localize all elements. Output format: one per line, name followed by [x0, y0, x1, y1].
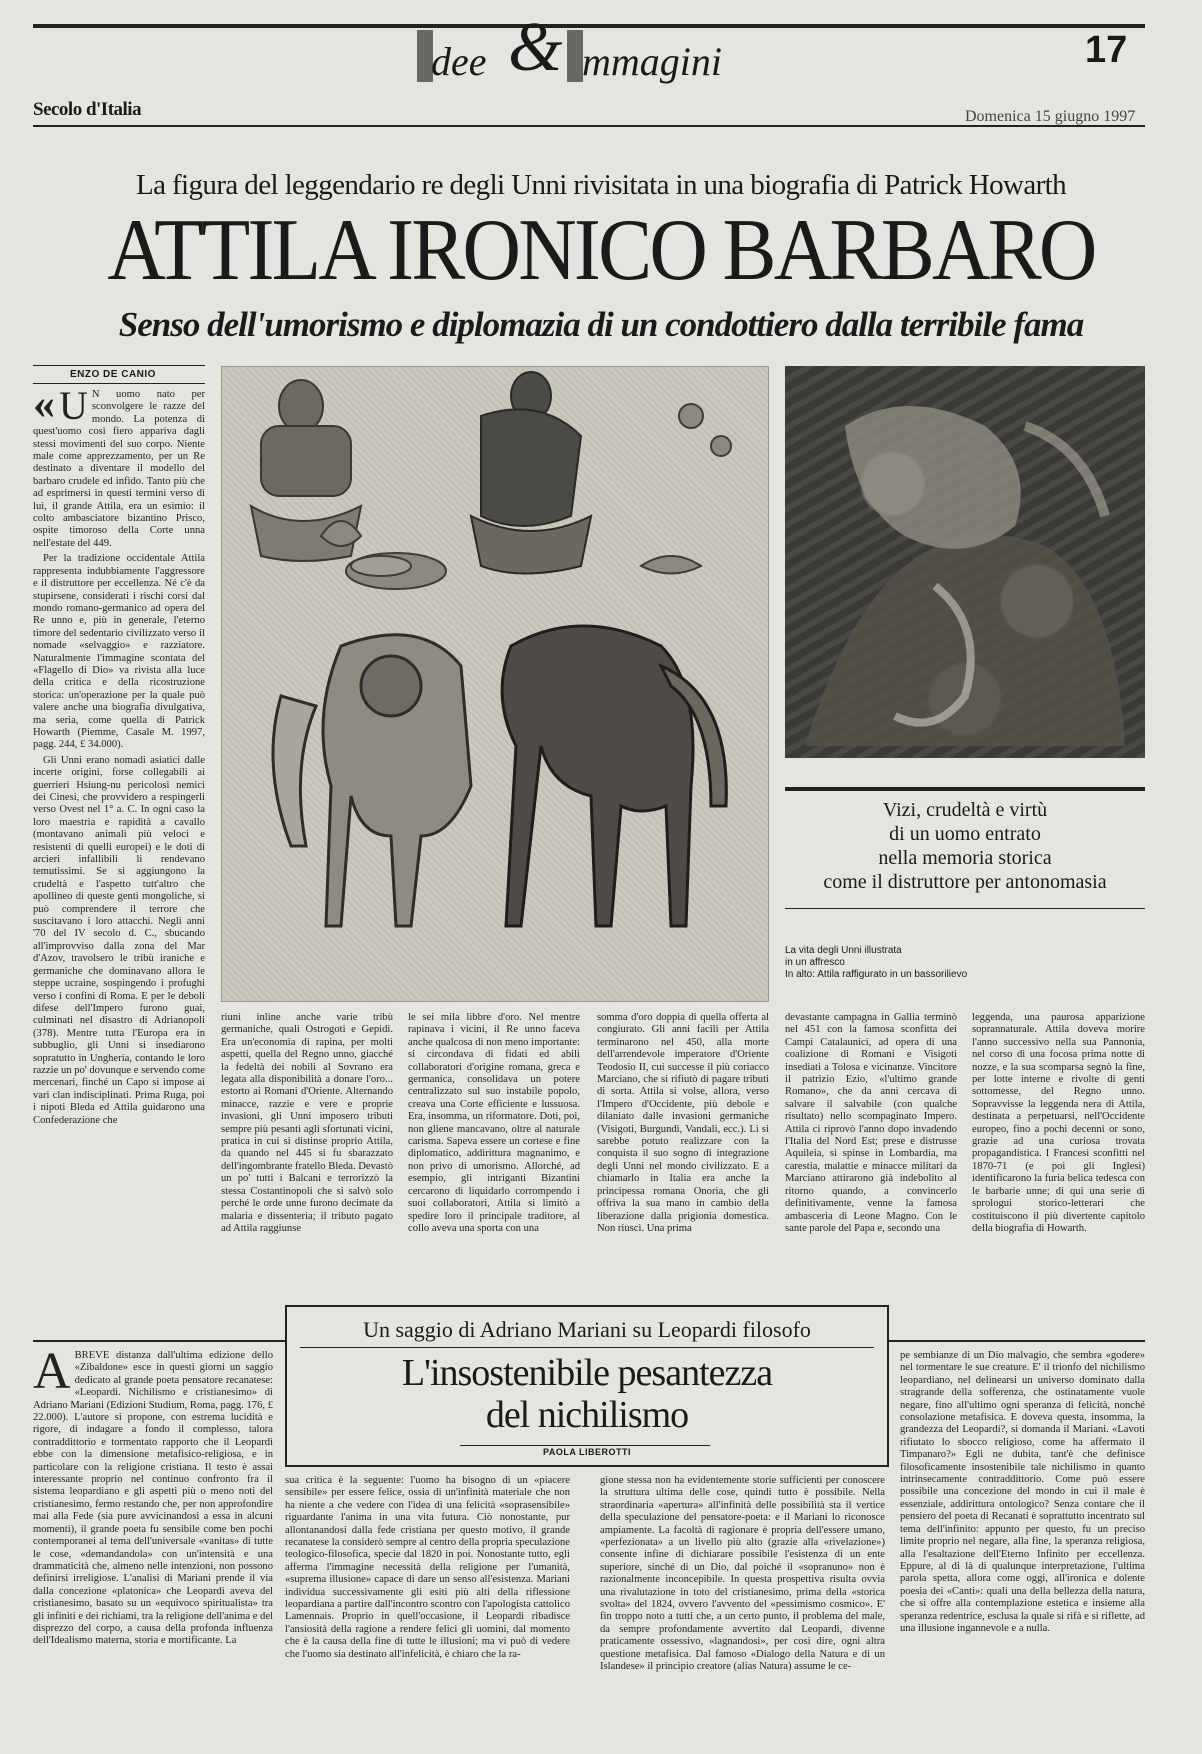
article-column-5	[785, 1012, 957, 1334]
article-col4-text: somma d'oro doppia di quella offerta al congiurato. Gli anni facili per Attila terminarono nel 450, alla morte dell'arrendevole imperatore d'Oriente Teodosio II, cui successe il più coriacco Marciano, che si rifiutò di pagare tributi di sorta. Attila si volse, allora, verso l'Impero d'Occidente, più debole e dilaniato dalle invasioni germaniche (Visigoti, Burgundi, Vandali, ecc.). Lì si sarebbe potuto realizzare con la conquista il suo sogno di integrazione degli Unni nel mondo civilizzato. E a chiamarlo in Italia era anche la principessa romana Onoria, che gli offriva la sua mano in cambio della liberazione dalla prigionia domestica. Non riuscì. Una prima	[597, 1012, 769, 1234]
byline-rule-top	[33, 365, 205, 366]
section-ampersand: &	[508, 9, 563, 86]
pullquote-line-3: nella memoria storica	[878, 847, 1052, 869]
pullquote-line-1: Vizi, crudeltà e virtù	[882, 799, 1048, 821]
article-col1-para-3: Gli Unni erano nomadi asiatici dalle incerte origini, forse collegabili ai guerrieri Hsiung-nu pericolosi nemici dei Cinesi, che provvidero a respingerli verso Ovest nel 1° a. C. In ogni caso la loro maestria e rapidità a cavallo (montavano animali più veloci e resistenti di quelli europei) e le doti di arcieri infallibili li rendevano temutissimi. Se si aggiungono la crudeltà e l'aspetto tutt'altro che apollineo di queste genti mongoliche, si può comprendere il terrore che suscitavano i loro attacchi. Negli anni '70 del IV secolo d. C., sbucando all'improvviso dalla zona del Mar d'Azov, travolsero le tribù iraniche e germaniche che dominavano allora le steppe ucraine, sospingendo i profughi verso i confini di Roma. E per le deboli difese dell'Impero furono guai, culminati nel disastro di Adrianopoli (378). Mentre tutta l'Europa era in subbuglio, gli Unni si insediarono sopratutto in Ungheria, contando le loro razzie un po' dovunque e servendo come mercenari, finché un Capo si impose ai vari clan indisciplinati. Prima Ruga, poi i nipoti Bleda ed Attila guidarono una Confederazione che	[33, 754, 205, 1126]
fresco-horse-right	[502, 626, 726, 926]
article-column-4	[597, 1012, 769, 1334]
article-col3-text: le sei mila libbre d'oro. Nel mentre rapinava i vicini, il Re unno faceva anche qualcosa di non meno importante: si circondava di fidati ed abili collaboratori d'origine romana, greca e germanica, consolidava un potere centralizzato sul suo instabile popolo, creava una Corte efficiente e lussuosa. Era, insomma, un riformatore. Doti, poi, non gliene mancavano, oltre al naturale carisma. Sapeva essere un cortese e fine diplomatico, addirittura magnanimo, e non privo di umorismo. Allorché, ad esempio, gli intriganti Bizantini cercarono di liquidarlo corrompendo i suoi collaboratori, Attila si limitò a spedire loro il principale traditore, al collo aveva una sporta con una	[408, 1012, 580, 1234]
second-col1-text: BREVE distanza dall'ultima edizione dello «Zibaldone» esce in questi giorni un saggio dedicato al grande poeta pensatore recanatese: «Leopardi. Nichilismo e cristianesimo» di Adriano Mariani (Edizioni Studium, Roma, pagg. 176, £ 22.000). L'autore si propone, con estrema lucidità e rigore, di indagare a fondo il complesso, talora contraddittorio e tormentato rapporto che il Leopardi ebbe con la dimensione metafisico-religiosa, e in particolare con la religione cristiana. Il testo è assai interessante proprio nel continuo confronto fra il sistema leopardiano e gli aspetti più o meno noti del cristianesimo, fermo restando che, per non approfondire mai alla Fede (sia pure avvicinandosi a essa in alcuni momenti), il grande poeta fu sensibile come ben pochi contemporanei al tema dell'universale «vanitas» di tutte le cose, «demandandola» con un'intensità e una drammaticità che, almeno nelle intenzioni, non possono definirsi irreligiose. L'analisi di Mariani prende il via dalla concezione «platonica» che Leopardi aveva del cristianesimo, basato su un «equivoco spiritualista» tra gli infiniti e dei richiami, tra la religione dell'anima e del disprezzo del corpo, a causa della profonda influenza dell'Idealismo materna, storia e mortificante. La	[33, 1350, 273, 1647]
caption-line-1: La vita degli Unni illustrata	[785, 945, 902, 956]
article-col6-text: leggenda, una paurosa apparizione soprannaturale. Attila doveva morire l'anno successivo nella sua Pannonia, nel corso di una focosa prima notte di nozze, e la sua scomparsa segnò la fine, per lotte interne e rivolte di genti sottomesse, del Regno unno. Sopravvisse la leggenda nera di Attila, destinata a perpetuarsi, nell'Occidente europeo, fino a pochi decenni or sono, grazie ad una curiosa trovata propagandistica. I Francesi sconfitti nel 1870-71 (e poi gli Inglesi) identificarono la furia belica tedesca con le barbarie unne; di qui una serie di sprologui storico-letterari che costituiscono il più divertente capitolo della biografia di Howarth.	[972, 1012, 1145, 1234]
article-column-6	[972, 1012, 1145, 1334]
second-article-byline: PAOLA LIBEROTTI	[543, 1447, 631, 1457]
caption-line-2: in un affresco	[785, 957, 845, 968]
fresco-image	[221, 366, 769, 1002]
article-column-3	[408, 1012, 580, 1334]
article-headline: ATTILA IRONICO BARBARO	[107, 202, 1095, 299]
second-kicker-rule	[300, 1347, 874, 1348]
photo-caption	[785, 945, 1145, 981]
page-number: 17	[1085, 29, 1128, 71]
caption-line-3: In alto: Attila raffigurato in un bassorilievo	[785, 969, 968, 980]
header-bottom-rule	[33, 125, 1145, 127]
second-article-column-4	[900, 1350, 1145, 1740]
second-col2-text: sua critica è la seguente: l'uomo ha bisogno di un «piacere sensibile» per essere felice, ossia di un'infinità materiale che non ha niente a che vedere con l'idea di una felicità «soprasensibile» riguardante l'anima in una vita futura. Ciò nonostante, pur allontanandosi dalla fede cristiana per questo motivo, il grande recanatese la considerò sempre al centro della propria speculazione teologico-filosofica, specie dal 1820 in poi. Nonostante tutto, egli afferma l'immagine necessità della religione per l'umanità, «suprema illusione» capace di dare un senso all'esistenza. Mariani individua successivamente gli esiti più alti della riflessione leopardiana a partire dall'incontro scontro con l'apologista cattolico Lamennais. Proprio in quell'occasione, il Leopardi ribadisce l'ansiosità della ragione a rendere felici gli uomini, dal momento che è la causa della fine di tutte le illusioni; ma vi può di vedere che l'uomo sia destinato all'infelicità, è chiaro che la ra-	[285, 1475, 570, 1660]
article-col1-para-2: Per la tradizione occidentale Attila rappresenta indubbiamente l'aggressore e il distruttore per eccellenza. Né c'è da stupirsene, considerati i rischi corsi dal mondo romano-germanico ad opera del Re unno e, più in generale, l'eterno timore del sedentario civilizzato verso il nomade «selvaggio» e razziatore. Naturalmente l'immagine scontata del «Flagello di Dio» va rivista alla luce della critica e della ricostruzione storica: un'operazione per la quale può valere anche una biografia divulgativa, ma seria, come quella di Patrick Howarth (Piemme, Casale M. 1997, pagg. 244, £ 34.000).	[33, 553, 205, 751]
drop-cap: U	[59, 389, 88, 428]
section-word-1: dee	[431, 39, 487, 84]
fresco-horse-left	[273, 635, 471, 926]
second-drop-cap: A	[33, 1350, 71, 1400]
second-byline-rule-top	[460, 1445, 710, 1446]
second-col3-text: gione stessa non ha evidentemente storie sufficienti per conoscere la struttura ultima delle cose, quindi tutto è possibile. Nella straordinaria «apertura» all'infinità delle possibilità sta il vertice della speculazione del pensatore-poeta: e il Mariani lo riconosce ampiamente. La facoltà di ragionare è propria dell'essere umano, «perfezionata» a un livello più alto (grazie alla «rivelazione») consente infine di dichiarare possibile l'esistenza di un ente superiore, sinché di un Dio, dal poiché il «sopranuno» non è razionalmente inconcepibile. In questa prospettiva risulta ovvia una rivalutazione in toto del cristianesimo, prima della «storica svolta» del 1824, ovvero l'avvento del «pessimismo cosmico». E' fin troppo noto a tutti che, a un certo punto, il problema del male, da sempre profondamente avvertito dal Leopardi, divenne praticamente ossessivo, «lagnandosi», per così dire, ogni altra questione metafisica. Dal famoso «Dialogo della Natura e di un Islandese» il principio creatore (alias Natura) assume le ce-	[600, 1475, 885, 1673]
quote-mark: «	[33, 389, 55, 428]
article-col1-lead: N uomo nato per sconvolgere le razze del mondo. La potenza di quest'uomo così fiero appariva dagli stessi movimenti del suo corpo. Niente male come apprezzamento, per un Re destinato a diventare il modello del barbaro crudele ed infido. Tanto più che ad esprimersi in questi termini verso di lui, il grande Attila, era un esimio: il colto ambasciatore bizantino Prisco, ospite timoroso della Corte unna nell'estate del 449.	[33, 389, 205, 549]
article-subheadline: Senso dell'umorismo e diplomazia di un condottiero dalla terribile fama	[118, 305, 1084, 344]
pullquote-line-2: di un uomo entrato	[889, 823, 1041, 845]
fresco-figure-right	[471, 372, 591, 574]
relief-illustration	[785, 366, 1145, 758]
article-kicker: La figura del leggendario re degli Unni rivisitata in una biografia di Patrick Howarth	[135, 169, 1067, 201]
article-col5-text: devastante campagna in Gallia terminò nel 451 con la famosa sconfitta dei Campi Catalaunici, ad opera di una coalizione di Romani e Visigoti insediati a Tolosa e vicinanze. Vincitore il patrizio Ezio, «l'ultimo grande Romano», che da anni cercava di salvare il salvabile (con qualche risultato) nello scompaginato Impero. Attila ci riprovò l'anno dopo invadendo l'Italia del Nord Est; prese e distrusse Aquileia, si spinse in Lombardia, ma carestia, malattie e minacce militari da Marciano attirarono già indebolito al ritorno quando, a convincerlo definitivamente, venne la famosa ambasceria di Leone Magno. Con le sante parole del Papa e, secondo una	[785, 1012, 957, 1234]
paper-name: Secolo d'Italia	[33, 99, 142, 120]
pullquote-line-4: come il distruttore per antonomasia	[823, 871, 1107, 893]
second-headline-line-2: del nichilismo	[485, 1394, 689, 1436]
relief-photo	[785, 366, 1145, 758]
pullquote-rule-bottom	[785, 908, 1145, 909]
article-col2-text: riunì inline anche varie tribù germaniche, quali Ostrogoti e Gepidi. Era un'economia di rapina, per molti aspetti, quella del Regno unno, giacché la fedeltà dei nobili al Sovrano era legata alla disponibilità a donare l'oro... estorto ai Romani d'Oriente. Alternando minacce, razzie e vere e proprie invasioni, gli Unni imposero tributi sempre più pesanti agli sfortunati vicini, pratica in cui si distinse proprio Attila, da quando nel 445 si fu sbarazzato dell'ingombrante fratello Bleda. Devastò un po' tutti i Balcani e terrorizzò la stessa Costantinopoli che si salvò solo perché le orde unne furono decimate da malaria e dissenteria; il tributo pagato ad Attila raggiunse	[221, 1012, 393, 1234]
second-article-kicker: Un saggio di Adriano Mariani su Leopardi filosofo	[363, 1317, 811, 1342]
second-article-column-2	[285, 1475, 570, 1740]
second-article-headline	[285, 1352, 889, 1436]
byline-rule-bottom	[33, 383, 205, 384]
fresco-illustration	[221, 366, 769, 1002]
article-column-1	[33, 389, 205, 1334]
section-letter-block-2	[567, 30, 583, 82]
issue-date: Domenica 15 giugno 1997	[965, 108, 1136, 125]
byline: ENZO DE CANIO	[70, 369, 156, 380]
second-headline-line-1: L'insostenibile pesantezza	[401, 1352, 773, 1394]
second-article-column-1	[33, 1350, 273, 1740]
header-top-rule	[33, 24, 1145, 28]
pull-quote	[785, 798, 1145, 894]
section-word-2: mmagini	[582, 39, 722, 84]
second-col4-text: pe sembianze di un Dio malvagio, che sembra «godere» nel tormentare le sue creature. E' il trionfo del nichilismo leopardiano, nel delinearsi un universo dominato dalla stragrande della sofferenza, che ostinatamente vuole negare, fino all'ultimo ogni speranza di felicità, nonché consolazione metafisica. E doveva questa, insomma, la grandezza del Leopardi?, si domanda il Mariani. «Lavoti rifiutato lo sbocco religioso, come ha affermato il Timpanaro?» Egli ne dubita, tant'è che definisce filosoficamente insostenibile tale nichilismo in quanto intrinsecamente contraddittorio. Come può essere possibile una concezione del mondo in cui il male è essenziale, addirittura ontologico? Senza contare che il pensiero del poeta di Recanati è soprattutto incentrato sul tema dell'infinito: appunto per questo, fu un preciso limite proprio nel negare, alla fine, la speranza religiosa, alla l'esaltazione dell'Eterno Infinito per eccellenza. Eppure, al di là di qualunque interpretazione, l'ultima parola spetta, allora come oggi, all'ironica e dolente poesia dei «Canti»: quali una della bellezza della natura, che si offre alla contemplazione estetica e insieme alla speranza redentrice, esclusa la quale si rifà e si riflette, ad una illusione ingannevole e a nulla.	[900, 1350, 1145, 1634]
second-article-column-3	[600, 1475, 885, 1740]
article-column-2	[221, 1012, 393, 1334]
pullquote-rule-top	[785, 787, 1145, 791]
